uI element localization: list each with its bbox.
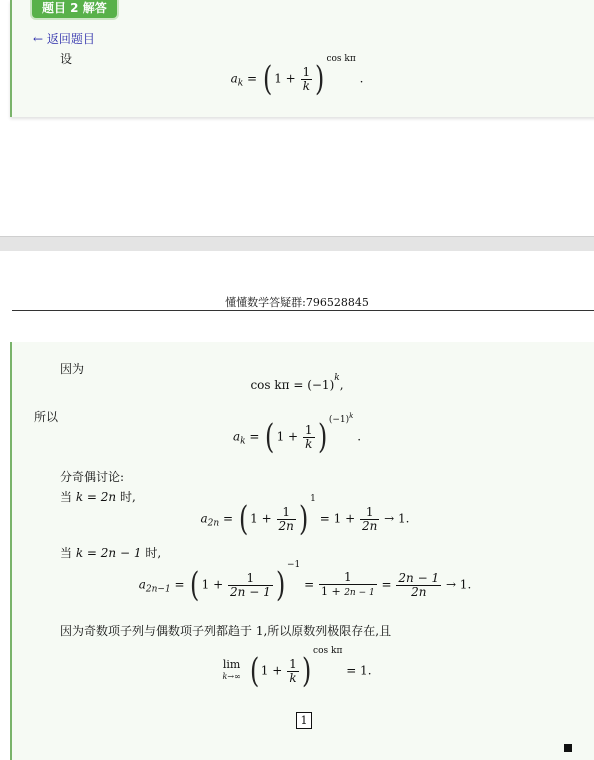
back-to-problem-link[interactable]: ← 返回题目 [33,32,95,46]
formula-odd-case: $a_{2n-1}$ = ( 1 + $\frac{1}{2n - 1}$ ) $^{-1}$ = $\frac{1}{1 + 2n - 1}$ = $\frac{2n - 1}{2n}$ → 1. [138,560,472,605]
page-number-box: 1 [296,712,312,729]
math-dot: . [359,71,364,86]
discuss-text: 分奇偶讨论: [60,470,125,484]
math-plus: + [285,71,296,86]
math-sub-k: k [237,78,244,89]
comma: , [339,378,344,392]
page-header: 懂懂数学答疑群:796528845 [225,296,369,309]
page-separator [0,236,594,251]
exp-k: k [334,373,340,383]
math-one: 1 [274,71,282,86]
conclusion-text: 因为奇数项子列与偶数项子列都趋于 1,所以原数列极限存在,且 [60,624,392,638]
so-text: 所以 [34,410,59,424]
formula-ak-rewritten: $a_k$ = ( 1 + $\frac{1}{k}$ ) $^{(-1)^k}$ . [232,412,362,457]
solution-badge: 题目 2 解答 [32,0,117,18]
exponent-cos: cos kπ [326,54,356,64]
case1-line: 当 k = 2n 时, [60,490,136,504]
frac-den: k [302,78,310,93]
formula-limit: lim k→∞ ( 1 + $\frac{1}{k}$ ) $^{cos k\pi}$ = 1. [222,646,372,691]
qed-square-icon [564,744,572,752]
math-eq: = [247,71,258,86]
because-text: 因为 [60,362,85,376]
header-rule [12,310,594,311]
intro-text: 设 [60,52,73,66]
formula-even-case: $a_{2n}$ = ( 1 + $\frac{1}{2n}$ ) $^1$ = 1 + $\frac{1}{2n}$ → 1. [200,494,410,539]
formula-cos-identity [0,373,594,392]
case2-line: 当 k = 2n − 1 时, [60,546,162,560]
formula-ak-definition: $a_k$ = ( 1 + $\frac{1}{k}$ ) $^{cos k\pi}$ . [230,54,364,99]
frac-num: 1 [302,64,311,79]
cos-identity: cos kπ = (−1) [250,378,335,392]
math-a: a [230,71,238,86]
